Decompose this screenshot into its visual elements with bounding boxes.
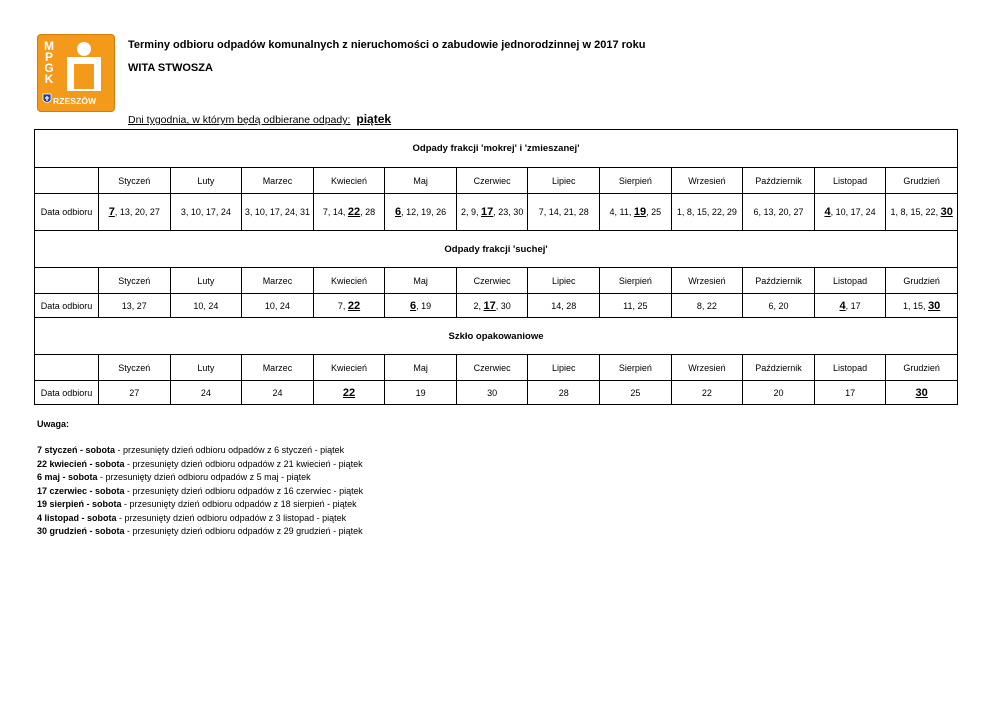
- section-title: Odpady frakcji 'suchej': [35, 231, 958, 268]
- shifted-date: 6: [410, 299, 417, 312]
- note-item: [37, 498, 363, 512]
- date-text: , 25: [646, 207, 662, 217]
- month-header: Sierpień: [600, 168, 672, 194]
- date-cell: [814, 381, 886, 405]
- date-text: 1, 15,: [903, 300, 929, 311]
- note-item: [37, 485, 363, 499]
- date-text: 27: [129, 387, 140, 398]
- date-text: , 10, 17, 24: [830, 207, 876, 217]
- date-text: , 30: [495, 300, 511, 311]
- month-header: Marzec: [242, 355, 314, 381]
- city-crest-icon: [42, 93, 52, 105]
- note-text: - przesunięty dzień odbioru odpadów z 16 czerwiec - piątek: [124, 485, 364, 496]
- date-cell: [385, 194, 457, 231]
- date-cell: [886, 294, 958, 318]
- month-header: Luty: [170, 168, 242, 194]
- shifted-date: 22: [347, 299, 361, 312]
- logo-letter: P: [44, 50, 53, 64]
- date-cell: [385, 294, 457, 318]
- shifted-date: 22: [342, 386, 356, 399]
- date-text: 24: [272, 387, 283, 398]
- date-text: , 23, 30: [493, 207, 524, 217]
- dates-row: [35, 381, 958, 405]
- date-text: , 13, 20, 27: [114, 207, 160, 217]
- date-cell: [242, 194, 314, 231]
- date-cell: [743, 194, 815, 231]
- month-header: Marzec: [242, 168, 314, 194]
- logo-city: RZESZÓW: [53, 96, 97, 106]
- month-header: Maj: [385, 168, 457, 194]
- notes-list: [37, 444, 363, 539]
- date-text: 4, 11,: [609, 207, 634, 217]
- month-header: Czerwiec: [456, 168, 528, 194]
- date-cell: [743, 294, 815, 318]
- note-item: [37, 512, 363, 526]
- note-text: - przesunięty dzień odbioru odpadów z 18 sierpień - piątek: [121, 499, 357, 509]
- month-header: Maj: [385, 355, 457, 381]
- note-text: - przesunięty dzień odbioru odpadów z 3 listopad - piątek: [116, 512, 347, 523]
- row-label: Data odbioru: [35, 294, 99, 318]
- note-date: 7 styczeń - sobota: [37, 445, 116, 455]
- months-row: [35, 355, 958, 381]
- date-text: , 12, 19, 26: [401, 207, 447, 217]
- row-label: Data odbioru: [35, 381, 99, 405]
- date-cell: [600, 294, 672, 318]
- date-cell: [170, 381, 242, 405]
- date-text: 30: [487, 387, 498, 398]
- note-item: [37, 471, 363, 485]
- month-header: Styczeń: [99, 168, 171, 194]
- schedule-table: [34, 129, 958, 405]
- blank-cell: [35, 168, 99, 194]
- shifted-date: 4: [839, 299, 846, 312]
- date-text: 19: [415, 387, 426, 398]
- note-text: - przesunięty dzień odbioru odpadów z 21 kwiecień - piątek: [124, 458, 363, 469]
- date-cell: [99, 294, 171, 318]
- date-cell: [814, 294, 886, 318]
- row-label: Data odbioru: [35, 194, 99, 231]
- date-cell: [671, 381, 743, 405]
- date-cell: [528, 194, 600, 231]
- logo-letter: K: [44, 72, 54, 86]
- month-header: Grudzień: [886, 168, 958, 194]
- date-cell: [313, 294, 385, 318]
- month-header: Sierpień: [600, 268, 672, 294]
- month-header: Grudzień: [886, 355, 958, 381]
- date-text: , 19: [416, 300, 432, 311]
- logo-letter: M: [44, 39, 54, 53]
- shifted-date: 17: [483, 299, 496, 312]
- month-header: Listopad: [814, 355, 886, 381]
- month-header: Luty: [170, 355, 242, 381]
- date-cell: [385, 381, 457, 405]
- collection-day: [128, 112, 391, 126]
- date-text: 2, 9,: [461, 207, 482, 217]
- date-cell: [600, 194, 672, 231]
- shifted-date: 4: [824, 206, 831, 218]
- month-header: Luty: [170, 268, 242, 294]
- month-header: Listopad: [814, 168, 886, 194]
- date-cell: [671, 194, 743, 231]
- collection-day-label: Dni tygodnia, w którym będą odbierane odpady:: [128, 114, 351, 126]
- month-header: Maj: [385, 268, 457, 294]
- dates-row: [35, 194, 958, 231]
- dates-row: [35, 294, 958, 318]
- blank-cell: [35, 268, 99, 294]
- note-date: 4 listopad - sobota: [37, 512, 117, 523]
- month-header: Kwiecień: [313, 355, 385, 381]
- month-header: Wrzesień: [671, 355, 743, 381]
- section-header-row: [35, 130, 958, 168]
- date-cell: [886, 194, 958, 231]
- date-cell: [456, 294, 528, 318]
- month-header: Lipiec: [528, 355, 600, 381]
- date-text: 2,: [473, 300, 484, 311]
- logo-letter: G: [44, 61, 54, 75]
- note-date: 19 sierpień - sobota: [37, 499, 122, 509]
- waste-bin-icon: [56, 39, 108, 95]
- note-date: 17 czerwiec - sobota: [37, 485, 125, 496]
- shifted-date: 17: [481, 206, 494, 218]
- month-header: Wrzesień: [671, 168, 743, 194]
- date-text: 20: [773, 387, 784, 398]
- section-title: Szkło opakowaniowe: [35, 318, 958, 355]
- shifted-date: 6: [395, 206, 402, 218]
- date-cell: [528, 294, 600, 318]
- page-title: Terminy odbioru odpadów komunalnych z nieruchomości o zabudowie jednorodzinnej w 2017 roku: [128, 39, 646, 51]
- date-text: 10, 24: [264, 300, 290, 311]
- date-text: 3, 10, 17, 24: [180, 207, 231, 217]
- logo-letters: [43, 41, 55, 85]
- note-date: 22 kwiecień - sobota: [37, 458, 125, 469]
- date-cell: [242, 294, 314, 318]
- date-cell: [456, 194, 528, 231]
- section-header-row: [35, 318, 958, 355]
- month-header: Marzec: [242, 268, 314, 294]
- date-text: 25: [630, 387, 641, 398]
- date-text: 11, 25: [623, 300, 648, 311]
- note-date: 6 maj - sobota: [37, 472, 98, 482]
- date-cell: [313, 194, 385, 231]
- shifted-date: 22: [347, 206, 361, 218]
- note-item: [37, 458, 363, 472]
- months-row: [35, 168, 958, 194]
- month-header: Kwiecień: [313, 268, 385, 294]
- month-header: Październik: [743, 355, 815, 381]
- date-text: 24: [200, 387, 211, 398]
- note-text: - przesunięty dzień odbioru odpadów z 6 styczeń - piątek: [115, 445, 345, 455]
- note-heading: Uwaga:: [37, 419, 70, 429]
- date-cell: [242, 381, 314, 405]
- date-text: 6, 20: [768, 300, 789, 311]
- note-text: - przesunięty dzień odbioru odpadów z 29 grudzień - piątek: [124, 526, 363, 536]
- date-text: 7,: [337, 300, 348, 311]
- date-text: 7, 14, 21, 28: [538, 207, 589, 217]
- month-header: Wrzesień: [671, 268, 743, 294]
- month-header: Październik: [743, 268, 815, 294]
- note-item: [37, 525, 363, 539]
- note-item: [37, 444, 363, 458]
- date-text: 7, 14,: [322, 207, 348, 217]
- date-text: 14, 28: [551, 300, 577, 311]
- section-title: Odpady frakcji 'mokrej' i 'zmieszanej': [35, 130, 958, 168]
- date-text: 22: [701, 387, 712, 398]
- month-header: Sierpień: [600, 355, 672, 381]
- date-text: 13, 27: [121, 300, 147, 311]
- date-cell: [99, 194, 171, 231]
- shifted-date: 30: [928, 299, 941, 312]
- date-text: 1, 8, 15, 22, 29: [676, 207, 737, 217]
- section-header-row: [35, 231, 958, 268]
- shifted-date: 30: [915, 386, 928, 399]
- date-cell: [814, 194, 886, 231]
- date-cell: [99, 381, 171, 405]
- date-cell: [456, 381, 528, 405]
- month-header: Lipiec: [528, 268, 600, 294]
- month-header: Styczeń: [99, 355, 171, 381]
- date-text: 3, 10, 17, 24, 31: [244, 207, 310, 217]
- date-cell: [170, 294, 242, 318]
- date-text: , 28: [360, 207, 376, 217]
- date-cell: [170, 194, 242, 231]
- month-header: Grudzień: [886, 268, 958, 294]
- month-header: Listopad: [814, 268, 886, 294]
- shifted-date: 7: [108, 206, 115, 218]
- date-cell: [528, 381, 600, 405]
- months-row: [35, 268, 958, 294]
- date-cell: [671, 294, 743, 318]
- month-header: Czerwiec: [456, 355, 528, 381]
- date-text: , 17: [845, 300, 861, 311]
- date-text: 1, 8, 15, 22,: [890, 207, 941, 217]
- date-text: 6, 13, 20, 27: [753, 207, 804, 217]
- date-text: 10, 24: [193, 300, 219, 311]
- note-text: - przesunięty dzień odbioru odpadów z 5 maj - piątek: [97, 472, 311, 482]
- shifted-date: 19: [633, 206, 647, 218]
- date-text: 8, 22: [696, 300, 717, 311]
- mpgk-logo: [37, 34, 115, 112]
- date-cell: [313, 381, 385, 405]
- month-header: Kwiecień: [313, 168, 385, 194]
- street-name: WITA STWOSZA: [128, 62, 213, 74]
- collection-day-value: piątek: [356, 112, 392, 126]
- date-cell: [886, 381, 958, 405]
- blank-cell: [35, 355, 99, 381]
- date-cell: [743, 381, 815, 405]
- date-text: 17: [845, 387, 856, 398]
- month-header: Styczeń: [99, 268, 171, 294]
- month-header: Październik: [743, 168, 815, 194]
- date-text: 28: [558, 387, 569, 398]
- month-header: Lipiec: [528, 168, 600, 194]
- month-header: Czerwiec: [456, 268, 528, 294]
- shifted-date: 30: [940, 206, 953, 218]
- note-date: 30 grudzień - sobota: [37, 526, 125, 536]
- date-cell: [600, 381, 672, 405]
